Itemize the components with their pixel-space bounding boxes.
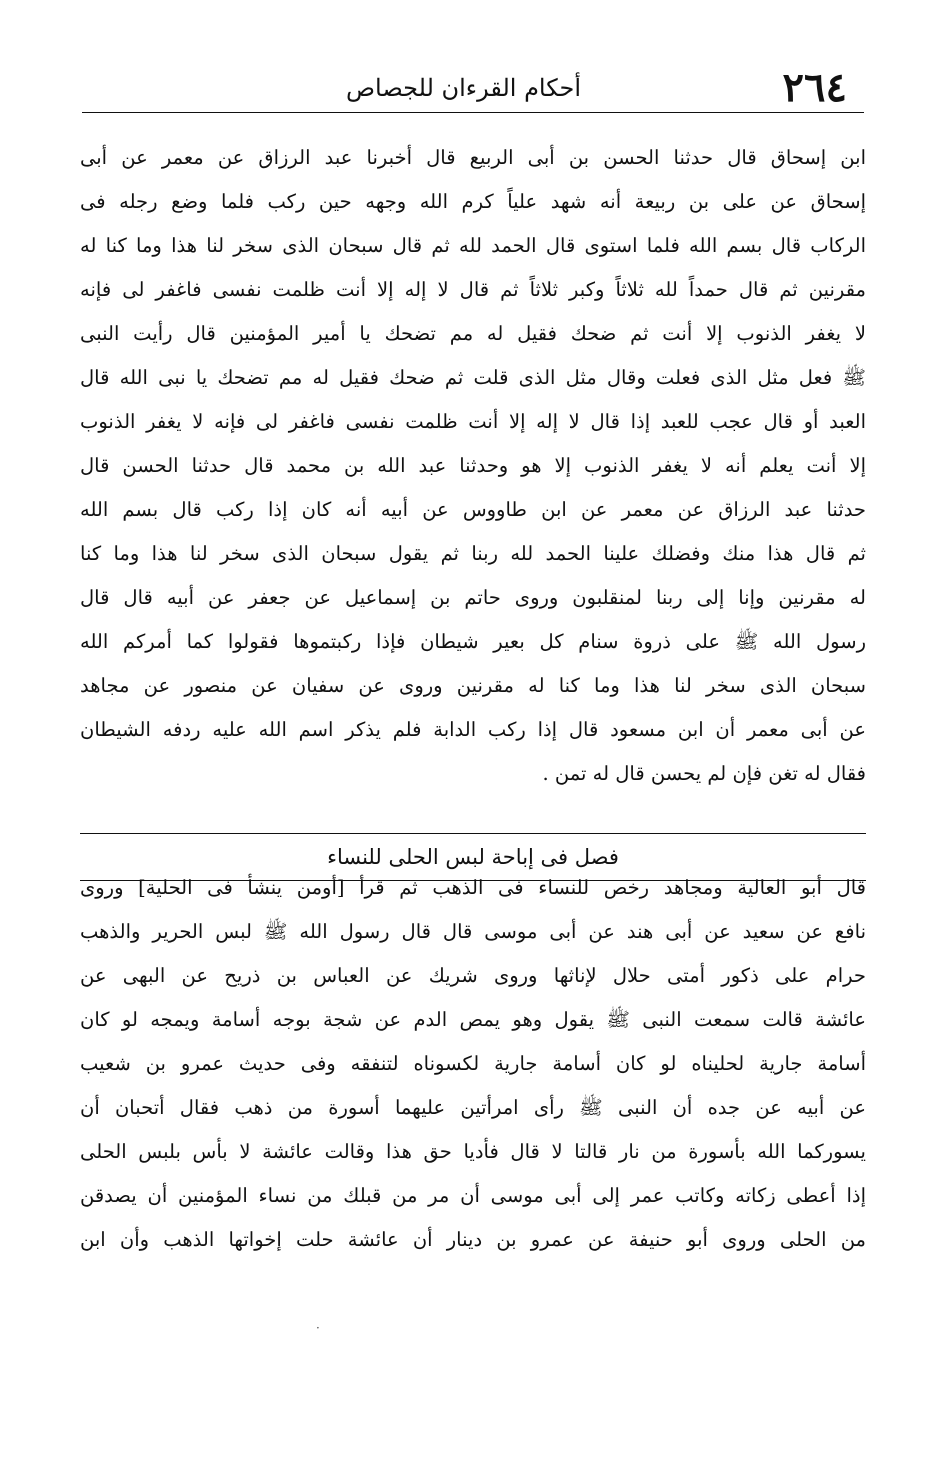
section-body-text: [80, 866, 866, 1262]
page-number: ٢٦٤: [782, 64, 847, 111]
text-line: حدثنا عبد الرزاق عن معمر عن ابن طاووس عن أبيه أنه كان إذا ركب قال بسم الله: [80, 498, 866, 521]
header-rule: [82, 112, 864, 113]
text-line: يسوركما الله بأسورة من نار قالتا لا قال فأديا حق هذا وقالت عائشة لا بأس بلبس الحلى: [80, 1140, 866, 1163]
section-heading: فصل فى إباحة لبس الحلى للنساء: [327, 845, 619, 869]
running-title: أحكام القرءان للجصاص: [345, 74, 582, 102]
text-line: العبد أو قال عجب للعبد إذا قال لا إله إلا أنت ظلمت نفسى فاغفر لى فإنه لا يغفر الذنوب: [80, 410, 866, 433]
body-text: [80, 136, 866, 796]
text-line: إسحاق عن على بن ربيعة أنه شهد علياً كرم الله وجهه حين ركب فلما وضع رجله فى: [80, 190, 866, 213]
text-line: قال أبو العالية ومجاهد رخص للنساء فى الذهب ثم قرأ [أومن ينشأ فى الحلية] وروى: [80, 876, 866, 899]
text-line: الركاب قال بسم الله فلما استوى قال الحمد لله ثم قال سبحان الذى سخر لنا هذا وما كنا له: [80, 234, 866, 257]
text-line: له مقرنين وإنا إلى ربنا لمنقلبون وروى حاتم بن إسماعيل عن جعفر عن أبيه قال قال: [80, 586, 866, 609]
text-line: عن أبى معمر أن ابن مسعود قال إذا ركب الدابة فلم يذكر اسم الله عليه ردفه الشيطان: [80, 718, 866, 741]
text-line: فقال له تغن فإن لم يحسن قال له تمن .: [542, 762, 866, 785]
text-line: ثم قال هذا منك وفضلك علينا الحمد لله ربنا ثم يقول سبحان الذى سخر لنا هذا وما كنا: [80, 542, 866, 565]
text-line: عائشة قالت سمعت النبى ﷺ يقول وهو يمص الدم عن شجة بوجه أسامة ويمجه لو كان: [80, 1008, 866, 1031]
text-line: ابن إسحاق قال حدثنا الحسن بن أبى الربيع قال أخبرنا عبد الرزاق عن معمر عن أبى: [80, 146, 866, 169]
text-line: رسول الله ﷺ على ذروة سنام كل بعير شيطان فإذا ركبتموها فقولوا كما أمركم الله: [80, 630, 866, 653]
text-line: أسامة جارية لحليناه لو كان أسامة جارية لكسوناه لتنفقه وفى حديث عمرو بن شعيب: [80, 1052, 866, 1075]
text-line: عن أبيه عن جده أن النبى ﷺ رأى امرأتين عليهما أسورة من ذهب فقال أتحبان أن: [80, 1096, 866, 1119]
page-header: [80, 66, 847, 110]
section-rule-top: [80, 833, 866, 834]
text-line: حرام على ذكور أمتى حلال لإناثها وروى شريك عن العباس بن ذريح عن البهى عن: [80, 964, 866, 987]
text-line: سبحان الذى سخر لنا هذا وما كنا له مقرنين وروى عن سفيان عن منصور عن مجاهد: [80, 674, 866, 697]
text-line: من الحلى وروى أبو حنيفة عن عمرو بن دينار أن عائشة حلت إخواتها الذهب وأن ابن: [80, 1228, 866, 1251]
text-line: لا يغفر الذنوب إلا أنت ثم ضحك فقيل له مم تضحك يا أمير المؤمنين قال رأيت النبى: [80, 322, 866, 345]
text-line: نافع عن سعيد عن أبى هند عن أبى موسى قال قال رسول الله ﷺ لبس الحرير والذهب: [80, 920, 866, 943]
stray-mark: ·: [316, 1321, 320, 1335]
text-line: مقرنين ثم قال حمداً لله ثلاثاً وكبر ثلاثاً ثم قال لا إله إلا أنت ظلمت نفسى فاغفر لى فإنه: [80, 278, 866, 301]
text-line: إلا أنت يعلم أنه لا يغفر الذنوب إلا هو وحدثنا عبد الله بن محمد قال حدثنا الحسن قال: [80, 454, 866, 477]
text-line: ﷺ فعل مثل الذى فعلت وقال مثل الذى قلت ثم ضحك فقيل له مم تضحك يا نبى الله قال: [80, 366, 866, 389]
text-line: إذا أعطى زكاته وكاتب عمر إلى أبى موسى أن مر من قبلك من نساء المؤمنين أن يصدقن: [80, 1184, 866, 1207]
